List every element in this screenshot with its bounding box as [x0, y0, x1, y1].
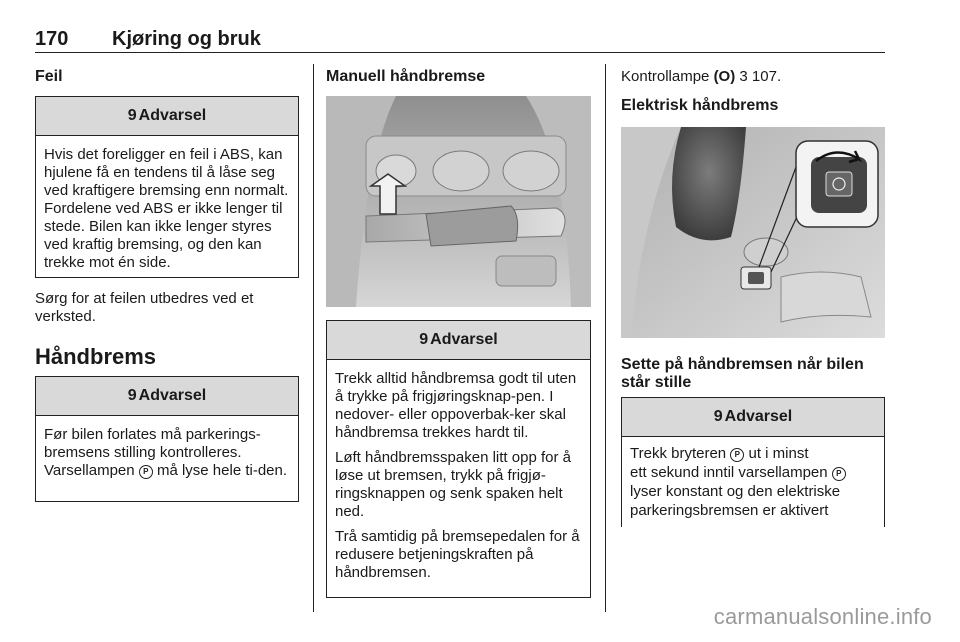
warning-box-abs [35, 96, 299, 278]
warning-line [630, 445, 876, 463]
warning-text-part: ett sekund inntil varsellampen [630, 464, 828, 481]
warning-label: Advarsel [430, 331, 498, 348]
page-reference: 107. [751, 68, 782, 85]
warning-label: Advarsel [138, 387, 207, 404]
warning-triangle-icon: 9 [713, 408, 723, 425]
parking-switch-icon: P [730, 448, 744, 462]
parking-brake-lamp-icon: P [832, 467, 846, 481]
warning-box-manual [326, 320, 591, 598]
warning-line [630, 464, 876, 482]
warning-text-part: Trekk bryteren [630, 445, 727, 462]
warning-text-part: Før bilen forlates må parkerings-bremsens stilling kontrolleres. Varsellampen [44, 426, 261, 479]
warning-text [44, 426, 290, 480]
warning-label: Advarsel [724, 408, 793, 425]
column-divider-1 [313, 64, 314, 612]
warning-label: Advarsel [138, 107, 207, 124]
section-heading-feil: Feil [35, 68, 63, 85]
parking-brake-lamp-icon: P [139, 465, 153, 479]
warning-line: lyser konstant og den elektriske [630, 483, 841, 500]
warning-header [327, 321, 590, 360]
warning-box-handbrems [35, 376, 299, 502]
column-divider-2 [605, 64, 606, 612]
warning-triangle-icon: 9 [419, 331, 429, 348]
section-heading-electric: Elektrisk håndbrems [621, 97, 779, 114]
warning-paragraph: Trå samtidig på bremsepedalen for å redusere betjeningskraften på håndbremsen. [335, 528, 580, 581]
warning-paragraph: Løft håndbremsspaken litt opp for å løse ut bremsen, trykk på frigjø-ringsknappen og senk spaken helt ned. [335, 449, 571, 520]
warning-box-electric [621, 397, 885, 527]
electric-handbrake-illustration [621, 127, 885, 338]
subheading-stationary: Sette på håndbremsen når bilen står stille [621, 356, 864, 391]
warning-line: parkeringsbremsen er aktivert [630, 502, 829, 519]
chapter-title: Kjøring og bruk [112, 28, 261, 50]
manual-handbrake-illustration [326, 96, 591, 307]
section-heading-handbrems: Håndbrems [35, 344, 157, 369]
warning-text-part: ut i minst [748, 445, 809, 462]
watermark: carmanualsonline.info [713, 604, 932, 629]
warning-header [36, 97, 298, 136]
reference-arrow-icon: 3 [739, 68, 748, 85]
kontrollampe-label: Kontrollampe [621, 68, 710, 85]
warning-triangle-icon: 9 [127, 107, 137, 124]
warning-text: Hvis det foreligger en feil i ABS, kan hjulene få en tendens til å låse seg ved kraftigere bremsing enn normalt. Fordelene ved ABS er ikke lenger til stede. Bilen kan ikke lenger styres ved kraftig bremsing, og den kan trekke mot én side. [44, 146, 289, 271]
warning-header [36, 377, 298, 416]
page-number: 170 [35, 28, 69, 50]
header-rule [35, 52, 885, 53]
warning-text-part: må lyse hele ti-den. [156, 462, 288, 479]
warning-triangle-icon: 9 [127, 387, 137, 404]
paragraph-repair: Sørg for at feilen utbedres ved et verksted. [35, 290, 254, 325]
section-heading-manual: Manuell håndbremse [326, 68, 486, 85]
kontrollampe-reference [621, 68, 781, 86]
warning-header [622, 398, 884, 437]
brake-lamp-icon: (O) [713, 68, 736, 85]
warning-paragraph: Trekk alltid håndbremsa godt til uten å trykke på frigjøringsknap-pen. I nedover- eller oppoverbak-ker skal håndbremsa trekkes hardt til. [335, 370, 577, 441]
